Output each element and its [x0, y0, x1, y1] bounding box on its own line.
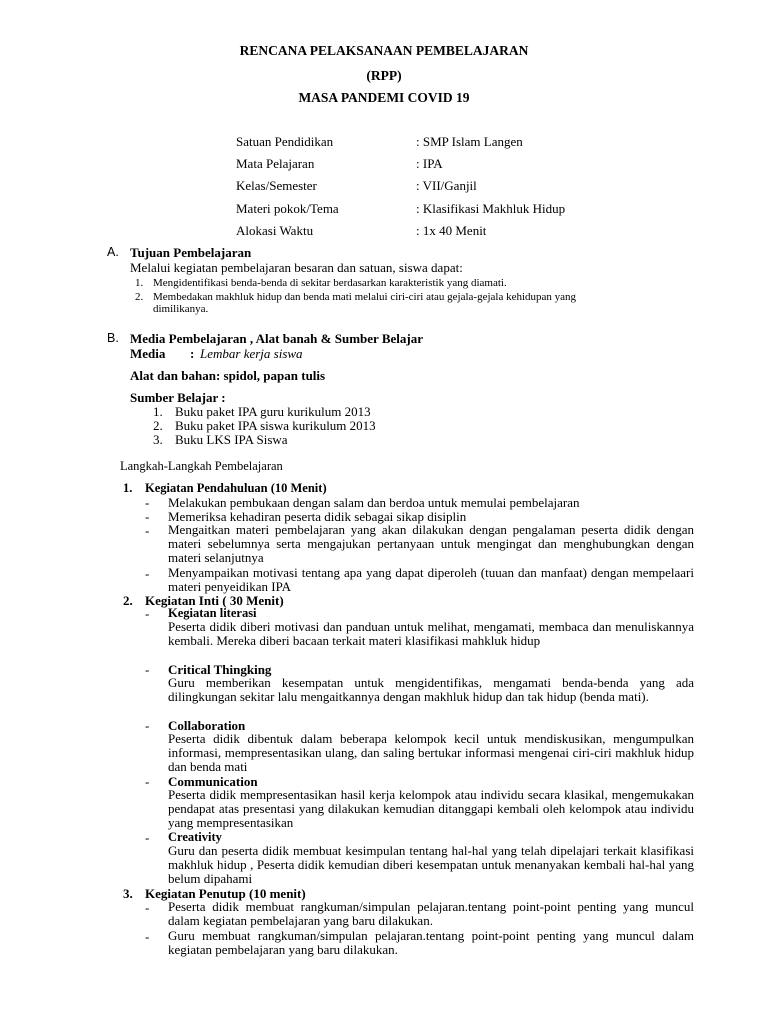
section-a-intro: Melalui kegiatan pembelajaran besaran dan satuan, siswa dapat:: [130, 260, 463, 275]
step-number: 1.: [123, 481, 133, 495]
doc-subtitle-rpp: (RPP): [366, 68, 402, 83]
step-item: Guru membuat rangkuman/simpulan pelajaran.tentang point-point penting yang muncul dalam kegiatan pembelajaran yang baru dilakukan.: [168, 928, 694, 957]
media-label: Media: [130, 346, 166, 361]
section-b-letter: B.: [107, 331, 119, 345]
step-item: Memeriksa kehadiran peserta didik sebagai sikap disiplin: [168, 509, 467, 524]
activity-title: Kegiatan literasi: [168, 606, 257, 620]
step-number: 2.: [123, 593, 133, 608]
media-colon: :: [190, 346, 195, 361]
identity-label: Materi pokok/Tema: [236, 201, 339, 216]
bullet-dash: -: [145, 566, 150, 581]
source-number: 3.: [153, 432, 163, 447]
doc-subtitle-pandemic: MASA PANDEMI COVID 19: [298, 90, 470, 105]
step-number: 3.: [123, 886, 133, 901]
steps-heading: Langkah-Langkah Pembelajaran: [120, 459, 283, 473]
step-item: Mengaitkan materi pembelajaran yang akan dilakukan dengan pengalaman peserta didik dengan materi sebelumnya serta mengajukan pertanyaan untuk mengingat dan menghubungkan dengan materi selanjutnya: [168, 522, 694, 565]
step-title: Kegiatan Inti ( 30 Menit): [145, 593, 284, 608]
section-a-letter: A.: [107, 245, 119, 259]
source-text: Buku paket IPA guru kurikulum 2013: [175, 404, 371, 419]
identity-value: : VII/Ganjil: [416, 178, 477, 193]
doc-title: RENCANA PELAKSANAAN PEMBELAJARAN: [239, 43, 529, 58]
step-title: Kegiatan Penutup (10 menit): [145, 886, 306, 901]
objective-number: 1.: [135, 277, 144, 289]
step-item: Peserta didik membuat rangkuman/simpulan pelajaran.tentang point-point penting yang muncul dalam kegiatan pembelajaran yang baru dilakukan.: [168, 899, 694, 928]
source-text: Buku paket IPA siswa kurikulum 2013: [175, 418, 376, 433]
activity-body: Guru memberikan kesempatan untuk mengidentifikas, mengamati benda-benda yang ada dilingkungan sekitar lalu mengaitkannya dengan makhluk hidup dan tak hidup (benda mati).: [168, 675, 694, 704]
activity-title: Critical Thingking: [168, 662, 272, 677]
activity-body: Peserta didik mempresentasikan hasil kerja kelompok atau individu secara klasikal, mengemukakan pendapat atas presentasi yang dilakukan kemudian ditanggapi kembali oleh kelompok atau individu yang mempresentasikan: [168, 787, 694, 830]
source-text: Buku LKS IPA Siswa: [175, 432, 288, 447]
bullet-dash: -: [145, 774, 150, 789]
bullet-dash: -: [145, 929, 150, 944]
bullet-dash: -: [145, 523, 150, 538]
sources-heading: Sumber Belajar :: [130, 390, 226, 405]
identity-label: Mata Pelajaran: [236, 156, 315, 171]
activity-title: Communication: [168, 774, 258, 789]
step-item: Melakukan pembukaan dengan salam dan berdoa untuk memulai pembelajaran: [168, 495, 580, 510]
activity-body: Peserta didik dibentuk dalam beberapa kelompok kecil untuk mendiskusikan, mengumpulkan informasi, mempresentasikan ulang, dan saling bertukar informasi mengenai ciri-ciri makhluk hidup dan benda mati: [168, 731, 694, 774]
tools-text: Alat dan bahan: spidol, papan tulis: [130, 368, 326, 383]
activity-body: Peserta didik diberi motivasi dan panduan untuk melihat, mengamati, membaca dan menuliskannya kembali. Mereka diberi bacaan terkait materi klasifikasi mahkluk hidup: [168, 619, 694, 648]
objective-text-cont: dimilikanya.: [153, 303, 209, 315]
section-a-heading: Tujuan Pembelajaran: [130, 245, 252, 260]
source-number: 1.: [153, 404, 163, 419]
identity-value: : IPA: [416, 156, 443, 171]
activity-body: Guru dan peserta didik membuat kesimpulan tentang hal-hal yang telah dipelajari terkait klasifikasi makhluk hidup , Peserta didik kemudian diberi kesempatan untuk menanyakan kembali hal-hal yang belum dipahami: [168, 843, 694, 886]
identity-label: Alokasi Waktu: [236, 223, 314, 238]
identity-value: : 1x 40 Menit: [416, 223, 487, 238]
bullet-dash: -: [145, 830, 150, 845]
bullet-dash: -: [145, 606, 150, 621]
bullet-dash: -: [145, 662, 150, 677]
bullet-dash: -: [145, 495, 150, 510]
identity-label: Satuan Pendidikan: [236, 134, 334, 149]
bullet-dash: -: [145, 509, 150, 524]
objective-text: Mengidentifikasi benda-benda di sekitar berdasarkan karakteristik yang diamati.: [153, 277, 507, 289]
source-number: 2.: [153, 418, 163, 433]
bullet-dash: -: [145, 718, 150, 733]
activity-title: Creativity: [168, 830, 222, 844]
step-title: Kegiatan Pendahuluan (10 Menit): [145, 481, 327, 495]
activity-title: Collaboration: [168, 718, 246, 733]
step-item: Menyampaikan motivasi tentang apa yang dapat diperoleh (tuuan dan manfaat) dengan mempelaari materi penyeidikan IPA: [168, 565, 694, 594]
media-value: Lembar kerja siswa: [200, 346, 303, 361]
identity-value: : Klasifikasi Makhluk Hidup: [416, 201, 566, 216]
objective-text: Membedakan makhluk hidup dan benda mati melalui ciri-ciri atau gejala-gejala kehidupan yang: [153, 291, 577, 303]
objective-number: 2.: [135, 291, 144, 303]
bullet-dash: -: [145, 900, 150, 915]
section-b-heading: Media Pembelajaran , Alat banah & Sumber Belajar: [130, 331, 423, 346]
identity-value: : SMP Islam Langen: [416, 134, 523, 149]
identity-label: Kelas/Semester: [236, 178, 317, 193]
